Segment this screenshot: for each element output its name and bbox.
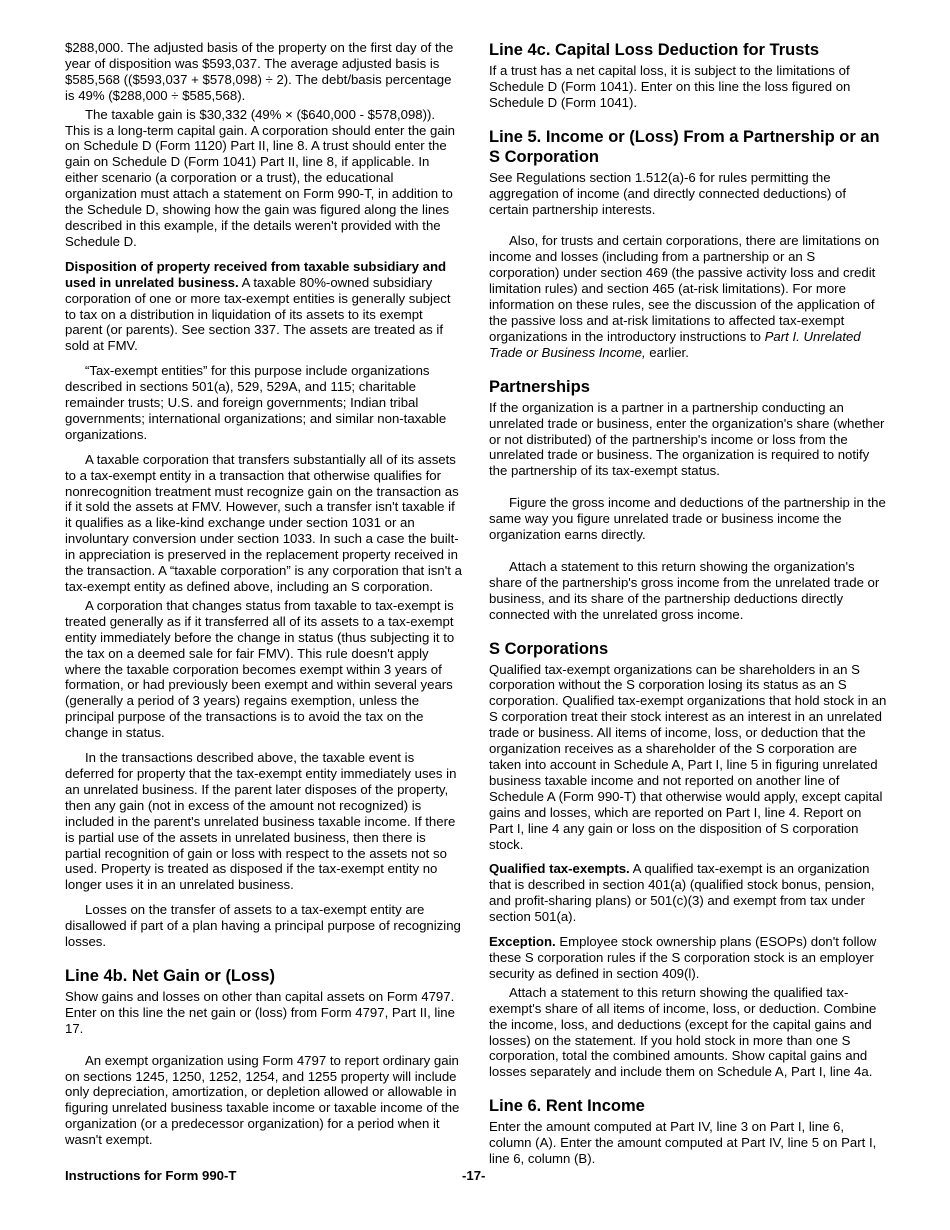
paragraph: Also, for trusts and certain corporations, there are limitations on income and losses (including from a partnership or an S corporation) under section 469 (the passive activity loss and credit limitation rules) and section 465 (at-risk limitations). For more information on these rules, see the discussion of the application of the passive loss and at-risk limitations to affected tax-exempt organizations in the introductory instructions to Part I. Unrelated Trade or Business Income, earlier. — [489, 233, 880, 360]
paragraph: Enter the amount computed at Part IV, line 3 on Part I, line 6, column (A). Enter the amount computed at Part IV, line 5 on Part I, line 6, column (B). — [489, 1119, 877, 1167]
paragraph: See Regulations section 1.512(a)-6 for rules permitting the aggregation of income (and directly connected deductions) of certain partnership interests. — [489, 169, 847, 217]
paragraph: Disposition of property received from taxable subsidiary and used in unrelated business. A taxable 80%-owned subsidiary corporation of one or more tax-exempt entities is generally subject to tax on a distribution in liquidation of its assets to its exempt parent (or parents). See section 337. The assets are treated as if sold at FMV. — [65, 258, 451, 354]
left-column — [65, 40, 462, 1148]
paragraph: If a trust has a net capital loss, it is subject to the limitations of Schedule D (Form 1041). Enter on this line the loss figured on Schedule D (Form 1041). — [489, 63, 851, 110]
paragraph: A taxable corporation that transfers substantially all of its assets to a tax-exempt entity in a transaction that otherwise qualifies for nonrecognition treatment must recognize gain on the transaction as if it sold the assets at FMV. However, such a transfer isn't taxable if it qualifies as a like-kind exchange under section 1031 or an involuntary conversion under section 1033. In such a case the built-in appreciation is preserved in the replacement property received in the transaction. A “taxable corporation” is any corporation that isn't a tax-exempt entity as defined above, including an S corporation. — [65, 451, 462, 594]
run-in-heading: Disposition of property received from taxable subsidiary and used in unrelated business. — [65, 258, 447, 290]
paragraph: Qualified tax-exempts. A qualified tax-exempt is an organization that is described in section 401(a) (qualified stock bonus, pension, and profit-sharing plans) or 501(c)(3) and exempt from tax under section 501(a). — [489, 861, 875, 925]
section-heading: Line 4c. Capital Loss Deduction for Trusts — [489, 41, 820, 59]
paragraph: “Tax-exempt entities” for this purpose include organizations described in sections 501(a), 529, 529A, and 115; charitable remainder trusts; U.S. and foreign governments; Indian tribal governments; international organizations; and similar non-taxable organizations. — [65, 363, 447, 442]
paragraph: Show gains and losses on other than capital assets on Form 4797. Enter on this line the net gain or (loss) from Form 4797, Part II, line 17. — [65, 988, 455, 1036]
paragraph: In the transactions described above, the taxable event is deferred for property that the tax-exempt entity immediately uses in an unrelated business. If the parent later disposes of the property, then any gain (not in excess of the amount not recognized) is included in the parent's unrelated business taxable income. If there is partial use of the assets in unrelated business, then there is partial recognition of gain or loss with respect to the assets not so used. Property is treated as disposed if the tax-exempt entity no longer uses it in an unrelated business. — [65, 750, 457, 893]
paragraph: Qualified tax-exempt organizations can be shareholders in an S corporation without the S corporation losing its status as an S corporation. Qualified tax-exempt organizations that hold stock in an S corporation treat their stock interest as an interest in an unrelated trade or business. All items of income, loss, or deduction that the organization receives as a shareholder of the S corporation are taken into account in Schedule A, Part I, line 5 in figuring unrelated business taxable income and not reported on another line of Schedule A (Form 990-T) that otherwise would apply, except capital gains and losses, which are reported on Part I, line 4. Report on Part I, line 4 any gain or loss on the disposition of S corporation stock. — [489, 661, 887, 852]
paragraph: Attach a statement to this return showing the organization's share of the partnership's gross income from the unrelated trade or business, and its share of the partnership deductions directly connected with the unrelated gross income. — [489, 558, 880, 622]
section-heading: S Corporations — [489, 639, 609, 658]
paragraph: Figure the gross income and deductions of the partnership in the same way you figure unrelated trade or business income the organization earns directly. — [489, 495, 886, 543]
paragraph: An exempt organization using Form 4797 to report ordinary gain on sections 1245, 1250, 1252, 1254, and 1255 property will include only depreciation, amortization, or depletion allowed or allowable in figuring unrelated business taxable income or taxable income of the organization (or a predecessor organization) for a period when it wasn't exempt. — [65, 1052, 460, 1148]
paragraph: If the organization is a partner in a partnership conducting an unrelated trade or business, enter the organization's share (whether or not distributed) of the partnership's income or loss from the unrelated trade or business. The organization is required to notify the partnership of its tax-exempt status. — [489, 399, 885, 479]
section-heading: Line 6. Rent Income — [489, 1097, 645, 1116]
section-heading: Partnerships — [489, 377, 590, 396]
paragraph: Exception. Employee stock ownership plans (ESOPs) don't follow these S corporation rules if the S corporation stock is an employer security as defined in section 409(l). — [489, 934, 877, 981]
run-in-heading: Qualified tax-exempts. — [489, 861, 630, 877]
right-column — [489, 40, 887, 1167]
paragraph: Attach a statement to this return showing the qualified tax-exempt's share of all items of income, loss, or deduction. Combine the income, loss, and deductions (except for the capital gains and losses) on the statement. If you hold stock in more than one S corporation, total the combined amounts. Show capital gains and losses separately and include them on Schedule A, Part I, line 4a. — [489, 984, 877, 1080]
footer-form-title: Instructions for Form 990-T — [65, 1168, 237, 1183]
section-heading: Line 4b. Net Gain or (Loss) — [65, 966, 275, 985]
paragraph: A corporation that changes status from taxable to tax-exempt is treated generally as if it transferred all of its assets to a tax-exempt entity immediately before the change in status (thus subjecting it to the tax on a deemed sale for fair FMV). This rule doesn't apply where the taxable corporation becomes exempt within 3 years of formation, or had previously been exempt and within several years (generally a period of 3 years) regains exemption, unless the principal purpose of the transactions is to avoid the tax on the change in status. — [65, 597, 455, 741]
paragraph: Losses on the transfer of assets to a tax-exempt entity are disallowed if part of a plan having a principal purpose of recognizing losses. — [65, 902, 461, 950]
run-in-heading: Exception. — [489, 934, 556, 950]
section-heading: Line 5. Income or (Loss) From a Partnership or an S Corporation — [489, 127, 880, 166]
paragraph: The taxable gain is $30,332 (49% × ($640,000 - $578,098)). This is a long-term capital gain. A corporation should enter the gain on Schedule D (Form 1120) Part II, line 8. A trust should enter the gain on Schedule D (Form 1041) Part II, line 8, if applicable. In either scenario (a corporation or a trust), the educational organization must attach a statement on Form 990-T, in addition to the Schedule D, showing how the gain was figured along the lines described in this example, if the details weren't provided with the Schedule D. — [65, 106, 455, 249]
paragraph: $288,000. The adjusted basis of the property on the first day of the year of disposition was $593,037. The average adjusted basis is $585,568 (($593,037 + $578,098) ÷ 2). The debt/basis percentage is 49% ($288,000 ÷ $585,568). — [65, 40, 454, 103]
page-number: -17- — [462, 1168, 486, 1183]
